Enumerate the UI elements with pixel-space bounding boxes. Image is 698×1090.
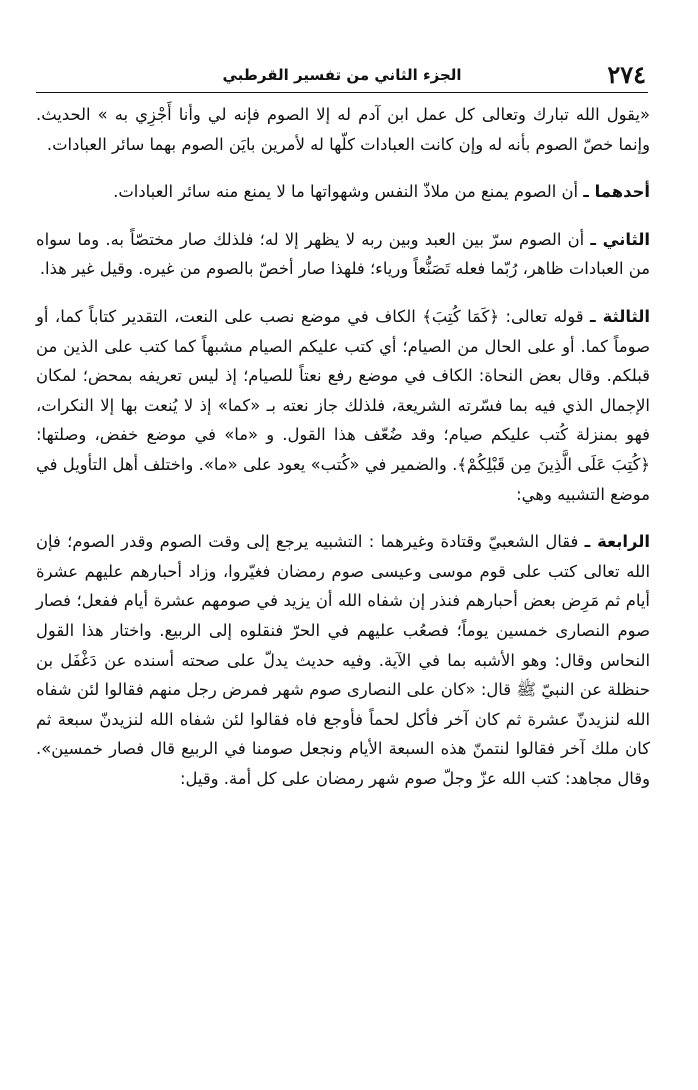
paragraph-gap: [36, 159, 650, 177]
body-text: [36, 100, 650, 793]
paragraph-text: أن الصوم يمنع من ملاذّ النفس وشهواتها ما لا يمنع منه سائر العبادات.: [113, 182, 584, 202]
paragraph-text: «يقول الله تبارك وتعالى كل عمل ابن آدم له إلا الصوم فإنه لي وأنا أَجْزِي به » الحديث. وإنما خصّ الصوم بأنه له وإن كانت العبادات كلّها له لأمرين بايَن الصوم بهما سائر العبادات.: [36, 105, 650, 154]
paragraph-text: أن الصوم سرّ بين العبد وبين ربه لا يظهر إلا له؛ فلذلك صار مختصّاً به. وما سواه من العبادات ظاهر، رُبّما فعله تَصَنُّعاً ورياء؛ فلهذا صار أخصّ بالصوم من غيره. وقيل غير هذا.: [36, 229, 650, 279]
paragraph-lead: أحدهما ـ: [583, 182, 650, 202]
paragraph-text: فقال الشعبيّ وقتادة وغيرهما : التشبيه يرجع إلى وقت الصوم وقدر الصوم؛ فإن الله تعالى كتب على قوم موسى وعيسى صوم رمضان فغيّروا، وزاد أحبارهم عليهم عشرة أيام ثم مَرِض بعض أحبارهم فنذر إن شفاه الله أن يزيد في صومهم عشرة أيام ففعل؛ فصار صوم النصارى خمسين يوماً؛ فصعُب عليهم في الحرّ فنقلوه إلى الربيع. واختار هذا القول النحاس وقال: وهو الأشبه بما في الآية. وفيه حديث يدلّ على صحته أسنده عن دَغْفَل بن حنظلة عن النبيّ ﷺ قال: «كان على النصارى صوم شهر فمرض رجل منهم فقالوا لئن شفاه الله لنزيدنّ عشرة ثم كان آخر فأكل لحماً فأوجع فاه فقالوا لئن شفاه الله لنزيدنّ سبعة ثم كان ملك آخر فقالوا لنتمنّ هذه السبعة الأيام ونجعل صومنا في الربيع قال فصار خمسين». وقال مجاهد: كتب الله عزّ وجلّ صوم شهر رمضان على كل أمة. وقيل:: [36, 532, 650, 788]
paragraph-second: [36, 225, 650, 284]
paragraph-hadith: [36, 100, 650, 159]
page-number: ٢٧٤: [607, 60, 646, 89]
paragraph-gap: [36, 509, 650, 527]
paragraph-fourth: [36, 527, 650, 793]
paragraph-third: [36, 302, 650, 509]
page-header: [36, 58, 648, 93]
paragraph-lead: الثالثة ـ: [590, 306, 650, 326]
paragraph-gap: [36, 207, 650, 225]
running-title: الجزء الثاني من تفسير القرطبي: [222, 66, 462, 84]
paragraph-gap: [36, 284, 650, 302]
paragraph-lead: الثاني ـ: [590, 229, 651, 249]
paragraph-first: [36, 177, 650, 207]
paragraph-lead: الرابعة ـ: [584, 532, 650, 552]
paragraph-text: قوله تعالى: ﴿كَمَا كُتِبَ﴾ الكاف في موضع نصب على النعت، التقدير كتاباً كما، أو صوماً كما. أو على الحال من الصيام؛ أي كتب عليكم الصيام مشبهاً كما كتب على الذين من قبلكم. وقال بعض النحاة: الكاف في موضع رفع نعتاً للصيام؛ إذ ليس تعريفه بمحض؛ لمكان الإجمال الذي فيه بما فسّرته الشريعة، فلذلك جاز نعته بـ «كما» إذ لا يُنعت بها إلا النكرات، فهو بمنزلة كُتب عليكم صيام؛ وقد ضُعّف هذا القول. و «ما» في موضع خفض، وصلتها: ﴿كُتِبَ عَلَى الَّذِينَ مِن قَبْلِكُمْ﴾. والضمير في «كُتب» يعود على «ما». واختلف أهل التأويل في موضع التشبيه وهي:: [36, 306, 650, 504]
